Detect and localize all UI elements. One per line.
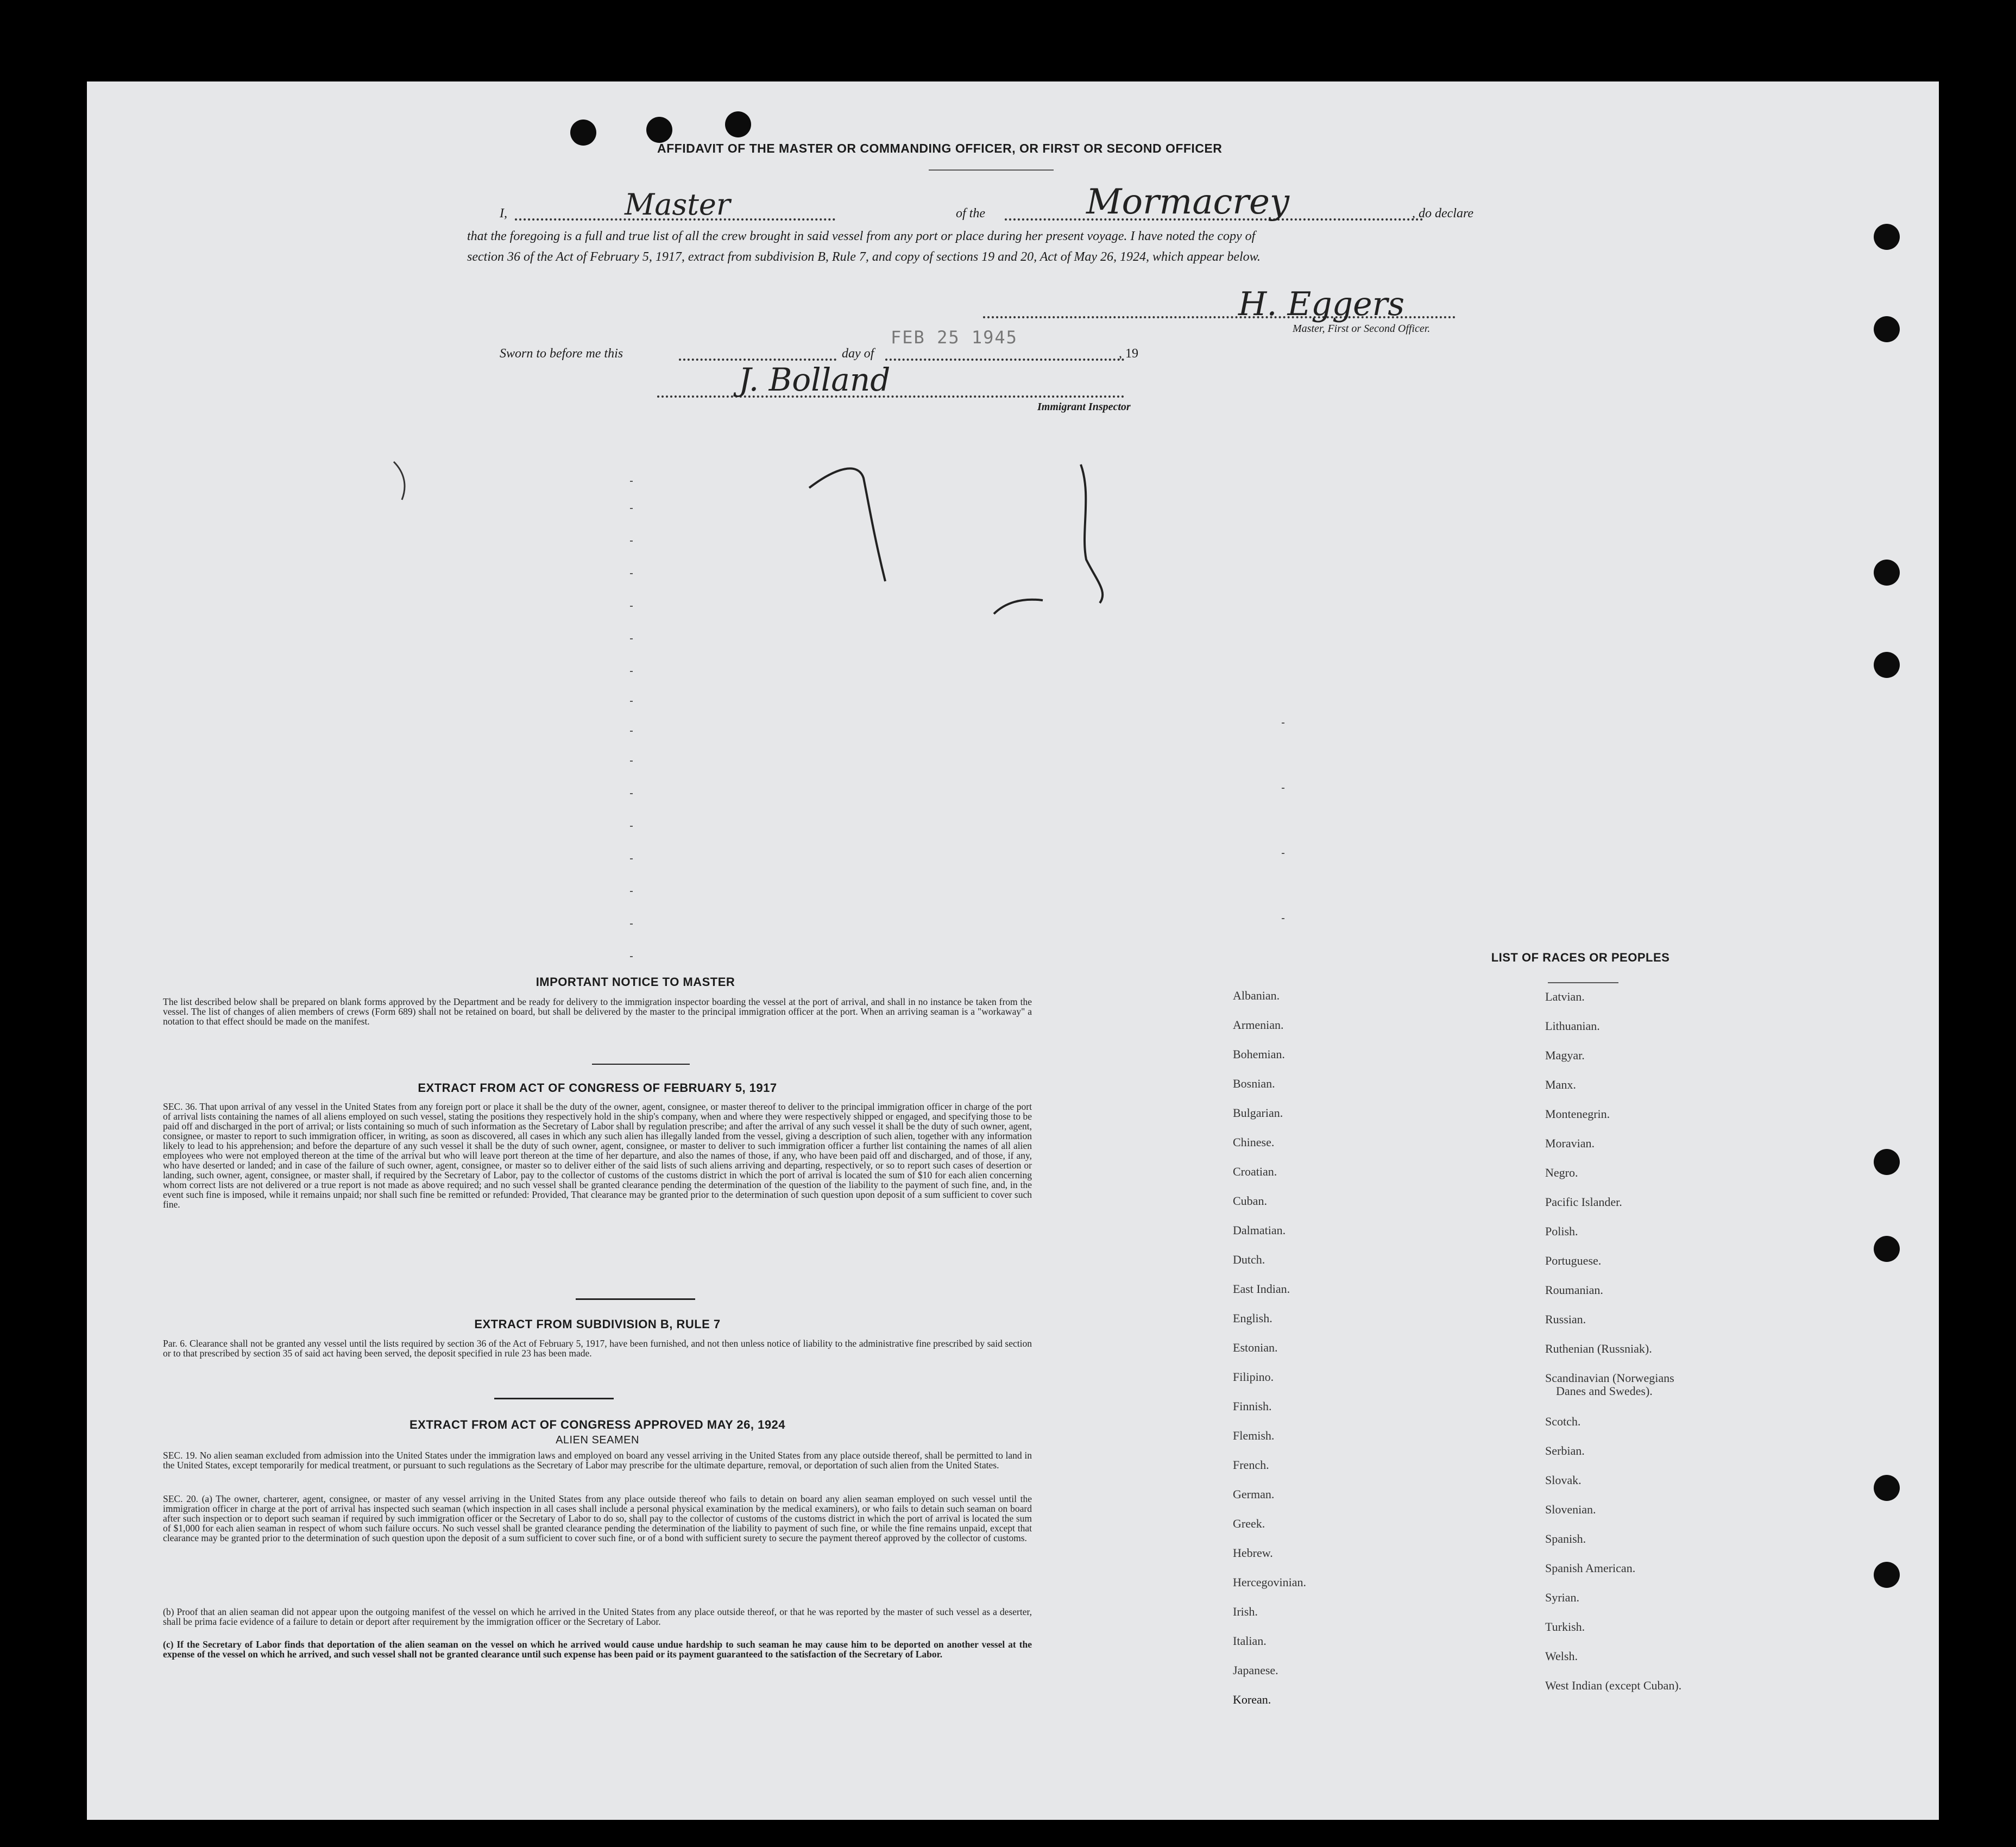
affidavit-title: AFFIDAVIT OF THE MASTER OR COMMANDING OFFICER, OR FIRST OR SECOND OFFICER (657, 141, 1223, 155)
affidavit-body-line-1: that the foregoing is a full and true list of all the crew brought in said vessel from any port or place during her present voyage. I have noted the copy of (467, 229, 1256, 243)
extract-1924-sec20b: (b) Proof that an alien seaman did not appear upon the outgoing manifest of the vessel on which he arrived in the United States from any place outside thereof, or that he was reported by the master of such vessel as a deserter, shall be prima facie evidence of a failure to detain or deport after requirement by the immigration officer or the Secretary of Labor. (163, 1606, 1032, 1627)
race-item: German. (1233, 1487, 1275, 1501)
race-item: Dutch. (1233, 1253, 1265, 1266)
race-item: French. (1233, 1458, 1269, 1472)
race-item: Dalmatian. (1233, 1223, 1286, 1237)
do-declare-label: , do declare (1412, 206, 1474, 221)
faint-tick (630, 481, 633, 482)
inspector-caption: Immigrant Inspector (1037, 401, 1131, 413)
race-item: Flemish. (1233, 1429, 1275, 1442)
race-item: Spanish. (1545, 1532, 1586, 1546)
race-item: Montenegrin. (1545, 1107, 1610, 1121)
faint-tick (630, 924, 633, 925)
race-item: Ruthenian (Russniak). (1545, 1342, 1652, 1355)
divider-3 (494, 1398, 614, 1399)
divider-2 (576, 1298, 695, 1300)
faint-tick (630, 638, 633, 639)
race-item: Bohemian. (1233, 1047, 1285, 1061)
extract-1924-sec19: SEC. 19. No alien seaman excluded from admission into the United States under the immigration laws and employed on board any vessel arriving in the United States from any place outside thereof, shall be permitted to land in the United States, except temporarily for medical treatment, or pursuant to such regulations as the Secretary of Labor may prescribe for the ultimate departure, removal, or deportation of such alien from the United States. (163, 1450, 1032, 1471)
race-item: Welsh. (1545, 1649, 1578, 1663)
faint-tick (630, 891, 633, 892)
sworn-label: Sworn to before me this (500, 347, 623, 361)
faint-tick (630, 541, 633, 542)
extract-1924-sec20a: SEC. 20. (a) The owner, charterer, agent, consignee, or master of any vessel arriving in the United States from any place outside thereof who fails to detain on board any alien seaman employed on such vessel until the immigration officer in charge at the port of arrival has inspected such seaman (which inspection in all cases shall include a personal physical examination by the medical examiners), or who fails to detain such seaman on board after such inspection or to deport such seaman if required by such immigration officer or the Secretary of Labor to do so, shall pay to the collector of customs of the customs district in which the port of arrival is located the sum of $1,000 for each alien seaman in respect of whom such failure occurs. No such vessel shall be granted clearance pending the determination of the liability to payment of such fine, or while the fine remains unpaid, except that clearance may be granted prior to the determination of such question upon the deposit of a sum sufficient to cover such fine, or of a bond with sufficient surety to secure the payment thereof approved by the collector of customs. (163, 1493, 1032, 1543)
faint-tick (630, 508, 633, 509)
race-item: Slovak. (1545, 1473, 1582, 1487)
faint-tick (1282, 918, 1284, 919)
races-title-underline (1548, 982, 1618, 983)
faint-tick (630, 956, 633, 957)
race-item: Italian. (1233, 1634, 1267, 1648)
faint-tick (630, 573, 633, 574)
manifest-page (87, 81, 1939, 1820)
punch-hole (1874, 1236, 1900, 1262)
faint-tick (630, 701, 633, 702)
race-item: Chinese. (1233, 1135, 1275, 1149)
extract-1917-title: EXTRACT FROM ACT OF CONGRESS OF FEBRUARY 5, 1917 (418, 1081, 777, 1095)
pen-marks (87, 81, 1939, 625)
race-item: Magyar. (1545, 1048, 1585, 1062)
race-item: Croatian. (1233, 1165, 1277, 1178)
affidavit-body-line-2: section 36 of the Act of February 5, 1917, extract from subdivision B, Rule 7, and copy of sections 19 and 20, Act of May 26, 1924, which appear below. (467, 250, 1261, 264)
race-item: Estonian. (1233, 1341, 1278, 1354)
race-item: Moravian. (1545, 1136, 1595, 1150)
punch-hole (1874, 652, 1900, 678)
notice-text: The list described below shall be prepared on blank forms approved by the Department and be ready for delivery to the immigration inspector boarding the vessel at the port of arrival, and shall in no instance be taken from the vessel. The list of changes of alien members of crews (Form 689) shall not be retained on board, but shall be delivered by the master to the principal immigration officer at the port. When an arriving seaman is a "workaway" a notation to that effect should be made on the manifest. (163, 996, 1032, 1027)
race-item: Syrian. (1545, 1591, 1579, 1604)
race-item: Slovenian. (1545, 1503, 1596, 1516)
extract-1924-sec20c: (c) If the Secretary of Labor finds that deportation of the alien seaman on the vessel on which he arrived would cause undue hardship to such seaman he may cause him to be deported on another vessel at the expense of the vessel on which he arrived, and such vessel shall not be granted clearance until such expense has been paid or its payment guaranteed to the satisfaction of the Secretary of Labor. (163, 1639, 1032, 1660)
extract-rule7-title: EXTRACT FROM SUBDIVISION B, RULE 7 (474, 1317, 721, 1331)
faint-tick (630, 606, 633, 607)
faint-tick (630, 858, 633, 859)
day-of-label: day of (842, 347, 874, 361)
race-item: Greek. (1233, 1517, 1265, 1530)
races-left-column (1233, 989, 1504, 1776)
faint-tick (630, 671, 633, 672)
races-title: LIST OF RACES OR PEOPLES (1491, 951, 1670, 964)
punch-hole (1874, 1149, 1900, 1175)
notice-title: IMPORTANT NOTICE TO MASTER (536, 975, 735, 989)
faint-tick (630, 826, 633, 827)
faint-tick (1282, 788, 1284, 789)
faint-tick (630, 761, 633, 762)
race-item: Portuguese. (1545, 1254, 1602, 1267)
faint-tick (630, 793, 633, 794)
race-item: Bulgarian. (1233, 1106, 1283, 1120)
race-item: Hebrew. (1233, 1546, 1273, 1560)
race-item: Finnish. (1233, 1399, 1272, 1413)
date-stamp: FEB 25 1945 (891, 327, 1018, 348)
extract-rule7-text: Par. 6. Clearance shall not be granted any vessel until the lists required by section 36 of the Act of February 5, 1917, have been furnished, and not then unless notice of liability to the administrative fine prescribed by said section or to that prescribed by section 35 of said act having been served, the deposit specified in rule 23 has been made. (163, 1338, 1032, 1359)
race-item: Spanish American. (1545, 1561, 1636, 1575)
race-item: Serbian. (1545, 1444, 1585, 1458)
extract-1917-text: SEC. 36. That upon arrival of any vessel in the United States from any foreign port or place it shall be the duty of the owner, agent, consignee, or master thereof to deliver to the principal immigration officer in charge of the port of arrival lists containing the names of all aliens employed on such vessel, stating the positions they respectively hold in the ship's company, when and where they were respectively shipped or engaged, and specifying those to be paid off and discharged in the port of arrival; or lists containing so much of such information as the Secretary of Labor shall by regulation prescribe; and after the arrival of any such vessel it shall be the duty of such owner, agent, consignee, or master to report to such immigration officer, in writing, as soon as discovered, all cases in which any such alien has illegally landed from the vessel, giving a description of such alien, together with any information likely to lead to his apprehension; and before the departure of any such vessel it shall be the duty of such owner, agent, consignee, or master to deliver to such immigration officer a further list containing the names of all alien employees who were not employed thereon at the time of the arrival but who will leave port thereon at the time of her departure, and also the names of those, if any, who have been paid off and discharged, and of those, if any, who have deserted or landed; and in case of the failure of such owner, agent, consignee, or master so to deliver either of the said lists of such aliens arriving and departing, respectively, or so to report such cases of desertion or landing, such owner, agent, consignee, or master shall, if required by the Secretary of Labor, pay to the collector of customs of the customs district in which the port of arrival is located the sum of $10 for each alien concerning whom correct lists are not delivered or a true report is not made as above required; and no such vessel shall be granted clearance pending the determination of the question of the liability to the payment of such fine, and, in the event such fine is imposed, while it remains unpaid; nor shall such fine be remitted or refunded: Provided, That clearance may be granted prior to the determination of such question upon deposit of a sum sufficient to cover such fine. (163, 1101, 1032, 1210)
race-item: East Indian. (1233, 1282, 1290, 1296)
handwritten-vessel-name: Mormacrey (1086, 182, 1289, 222)
race-item: Pacific Islander. (1545, 1195, 1622, 1209)
inspector-signature: J. Bolland (739, 361, 891, 398)
race-item: Albanian. (1233, 989, 1280, 1002)
race-item: Roumanian. (1545, 1283, 1603, 1297)
race-item: English. (1233, 1311, 1272, 1325)
race-item: Armenian. (1233, 1018, 1284, 1032)
faint-tick (1282, 853, 1284, 854)
race-item: Danes and Swedes). (1556, 1384, 1653, 1398)
race-item: West Indian (except Cuban). (1545, 1679, 1682, 1692)
race-item: Lithuanian. (1545, 1019, 1600, 1033)
races-right-column (1545, 990, 1871, 1777)
race-item: Cuban. (1233, 1194, 1267, 1208)
race-item: Filipino. (1233, 1370, 1274, 1384)
race-item: Irish. (1233, 1605, 1258, 1618)
punch-hole (1874, 1562, 1900, 1588)
race-item: Latvian. (1545, 990, 1585, 1003)
race-item: Negro. (1545, 1166, 1578, 1179)
race-item: Bosnian. (1233, 1077, 1275, 1090)
race-item: Korean. (1233, 1693, 1271, 1706)
officer-signature: H. Eggers (1238, 285, 1405, 323)
extract-1924-title: EXTRACT FROM ACT OF CONGRESS APPROVED MAY 26, 1924 (409, 1418, 786, 1431)
faint-tick (630, 731, 633, 732)
race-item: Polish. (1545, 1224, 1578, 1238)
race-item: Scotch. (1545, 1415, 1581, 1428)
declarant-prefix: I, (500, 206, 507, 221)
race-item: Japanese. (1233, 1663, 1278, 1677)
race-item: Turkish. (1545, 1620, 1585, 1634)
race-item: Manx. (1545, 1078, 1576, 1091)
race-item: Russian. (1545, 1312, 1586, 1326)
race-item: Hercegovinian. (1233, 1575, 1306, 1589)
extract-1924-subtitle: ALIEN SEAMEN (556, 1434, 639, 1446)
year-label: , 19 (1119, 347, 1138, 361)
punch-hole (1874, 1475, 1900, 1501)
faint-tick (1282, 723, 1284, 724)
of-the-label: of the (956, 206, 985, 221)
divider-1 (592, 1064, 690, 1065)
race-item: Scandinavian (Norwegians (1545, 1371, 1674, 1385)
handwritten-rank: Master (625, 187, 730, 222)
officer-signature-caption: Master, First or Second Officer. (1293, 323, 1431, 335)
